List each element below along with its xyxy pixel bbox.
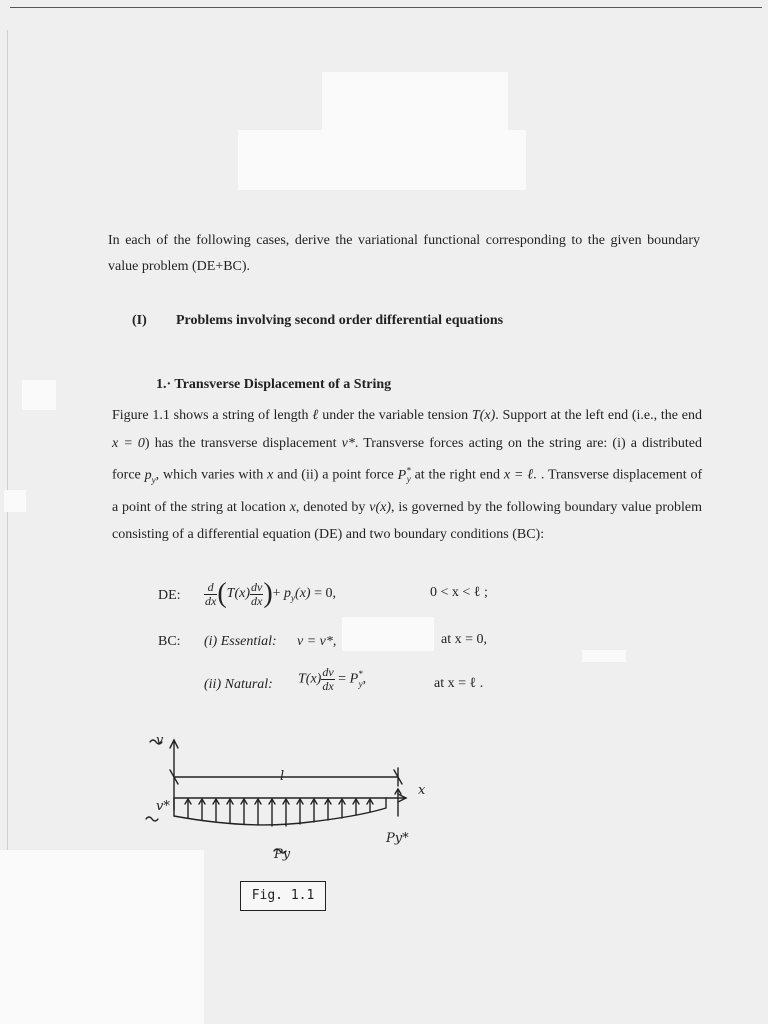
body-text-segment: . Support at the left end (i.e., the end <box>495 408 703 423</box>
d-dx-fraction: $\frac{d}{dx}$ <box>205 579 217 608</box>
v-star-symbol: v* <box>341 435 355 451</box>
redacted-block-1 <box>322 72 508 130</box>
length-label: l <box>280 769 285 784</box>
body-text-segment: , is governed by the following boundary value problem consisting of a differential equation (DE) and two boundary conditions (BC): <box>112 499 703 543</box>
x-symbol: x <box>289 499 296 515</box>
dv-dx-fraction: $\frac{dv}{dx}$ <box>250 579 263 608</box>
vx-symbol: v(x) <box>369 499 392 515</box>
body-text-segment: , denoted by <box>295 499 366 515</box>
body-text-segment: under the variable tension <box>322 408 469 423</box>
body-text-segment: ) has the transverse displacement <box>144 435 337 451</box>
subsection-title: 1.· Transverse Displacement of a String <box>156 377 392 392</box>
py-label: Py <box>274 847 291 862</box>
v-star-tilde <box>146 817 158 821</box>
redacted-block-4 <box>4 490 26 512</box>
x-axis-label: x <box>418 783 426 798</box>
de-label: DE: <box>158 588 181 603</box>
redacted-block-3 <box>22 380 56 410</box>
redacted-block-7 <box>0 850 204 1024</box>
redacted-block-5 <box>342 617 434 651</box>
v-axis-label: v <box>156 733 164 748</box>
figure-caption-box <box>240 881 326 911</box>
intro-paragraph: In each of the following cases, derive the variational functional corresponding to the given boundary value problem (DE+BC). <box>108 233 700 274</box>
Py-star-label: Py* <box>386 831 409 846</box>
body-text-segment: . Transverse forces acting on the string are: (i) a distributed force <box>112 435 702 483</box>
redacted-block-2 <box>238 130 526 190</box>
body-text-segment: . Transverse displacement of a point of the string at location <box>112 467 703 515</box>
section-heading <box>132 313 503 329</box>
essential-equation: v = v*, <box>297 634 337 649</box>
essential-location: at x = 0, <box>441 632 487 647</box>
length-symbol: ℓ <box>312 408 319 423</box>
de-range: 0 < x < ℓ ; <box>430 585 488 600</box>
body-paragraph <box>112 402 702 549</box>
x-eq-0-symbol: x = 0 <box>112 435 145 451</box>
redacted-block-6 <box>582 650 626 662</box>
body-text-segment: Figure 1.1 shows a string of length <box>112 408 309 423</box>
figure-caption: Fig. 1.1 <box>251 888 315 903</box>
natural-equation: T(x) $\frac{dv}{dx}$ = $P^*_y$, <box>298 665 367 693</box>
top-border-line <box>10 7 762 8</box>
tension-symbol: T(x) <box>471 408 496 423</box>
x-symbol: x <box>267 467 274 483</box>
py-symbol: $p_y$ <box>144 467 156 485</box>
bc-label: BC: <box>158 634 181 649</box>
body-text-segment: and (ii) a point force <box>277 467 394 483</box>
string-figure <box>130 730 450 870</box>
de-equation: $\frac{d}{dx}$ (T(x) $\frac{dv}{dx}$ )+ $p_y(x) = 0$, <box>205 578 336 609</box>
body-text-segment: at the right end <box>414 467 501 483</box>
section-title: Problems involving second order differential equations <box>176 313 504 328</box>
natural-label: (ii) Natural: <box>204 677 273 692</box>
section-number: (I) <box>132 313 147 328</box>
essential-label: (i) Essential: <box>204 634 277 649</box>
body-text-segment: , which varies with <box>155 467 264 483</box>
natural-location: at x = ℓ . <box>434 676 484 691</box>
x-eq-l-symbol: x = ℓ. <box>503 467 537 483</box>
v-star-label: v* <box>156 799 170 814</box>
Py-star-symbol: $P^*_y$ <box>397 465 411 485</box>
dv-dx-fraction: $\frac{dv}{dx}$ <box>322 665 334 693</box>
